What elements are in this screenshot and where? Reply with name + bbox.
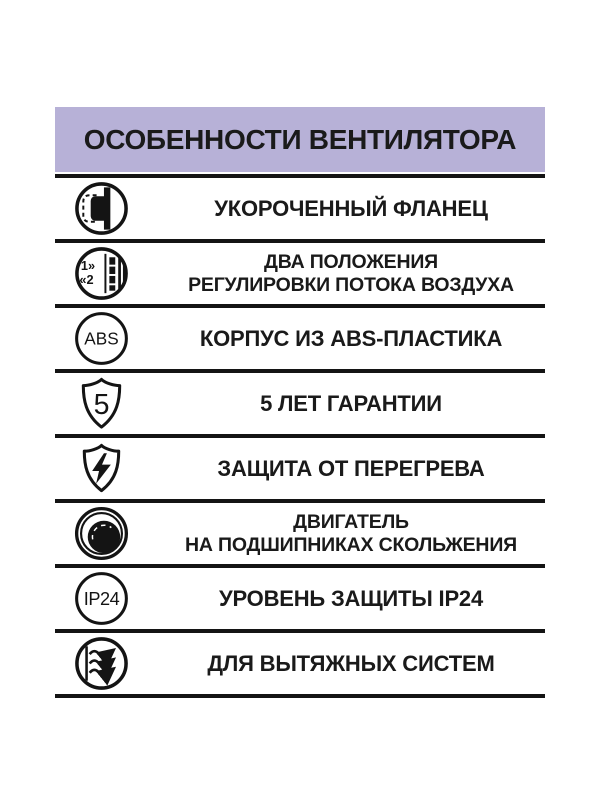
icon-label-position-1: 1» — [80, 258, 95, 274]
feature-row — [55, 568, 545, 633]
feature-row — [55, 503, 545, 568]
feature-text — [147, 196, 545, 221]
feature-text — [147, 326, 545, 351]
feature-text-line: УКОРОЧЕННЫЙ ФЛАНЕЦ — [214, 195, 488, 221]
feature-text — [147, 651, 545, 676]
feature-row — [55, 308, 545, 373]
abs-plastic-icon — [55, 310, 147, 367]
feature-text-line: ДВА ПОЛОЖЕНИЯ — [264, 251, 438, 274]
feature-text-line: РЕГУЛИРОВКИ ПОТОКА ВОЗДУХА — [188, 273, 514, 296]
sleeve-bearing-motor-icon — [55, 505, 147, 562]
feature-text-line: 5 ЛЕТ ГАРАНТИИ — [260, 390, 442, 416]
feature-text-line: ДЛЯ ВЫТЯЖНЫХ СИСТЕМ — [207, 650, 495, 676]
feature-row — [55, 373, 545, 438]
overheat-protection-shield-icon — [55, 440, 147, 497]
feature-text-line: НА ПОДШИПНИКАХ СКОЛЬЖЕНИЯ — [185, 533, 517, 556]
feature-text-line: ЗАЩИТА ОТ ПЕРЕГРЕВА — [217, 455, 485, 481]
feature-row — [55, 243, 545, 308]
feature-text — [147, 251, 545, 296]
warranty-shield-icon — [55, 375, 147, 432]
feature-text-line: ДВИГАТЕЛЬ — [293, 511, 409, 534]
icon-label-position-2: «2 — [78, 271, 94, 287]
exhaust-airflow-icon — [55, 635, 147, 692]
header-banner — [55, 107, 545, 172]
two-position-airflow-icon — [55, 245, 147, 302]
feature-text — [147, 456, 545, 481]
icon-label-abs: ABS — [83, 328, 119, 349]
icon-label-ip24: IP24 — [83, 588, 119, 609]
shortened-flange-icon — [55, 180, 147, 237]
feature-row — [55, 178, 545, 243]
feature-text — [147, 511, 545, 556]
page-title: ОСОБЕННОСТИ ВЕНТИЛЯТОРА — [83, 123, 517, 155]
ip24-rating-icon — [55, 570, 147, 627]
feature-list — [55, 174, 545, 698]
feature-text-line: КОРПУС ИЗ ABS-ПЛАСТИКА — [199, 325, 503, 351]
feature-text — [147, 391, 545, 416]
icon-label-5: 5 — [93, 388, 109, 421]
feature-text — [147, 586, 545, 611]
features-card — [55, 107, 545, 698]
feature-text-line: УРОВЕНЬ ЗАЩИТЫ IP24 — [218, 585, 483, 611]
feature-row — [55, 438, 545, 503]
feature-row — [55, 633, 545, 698]
